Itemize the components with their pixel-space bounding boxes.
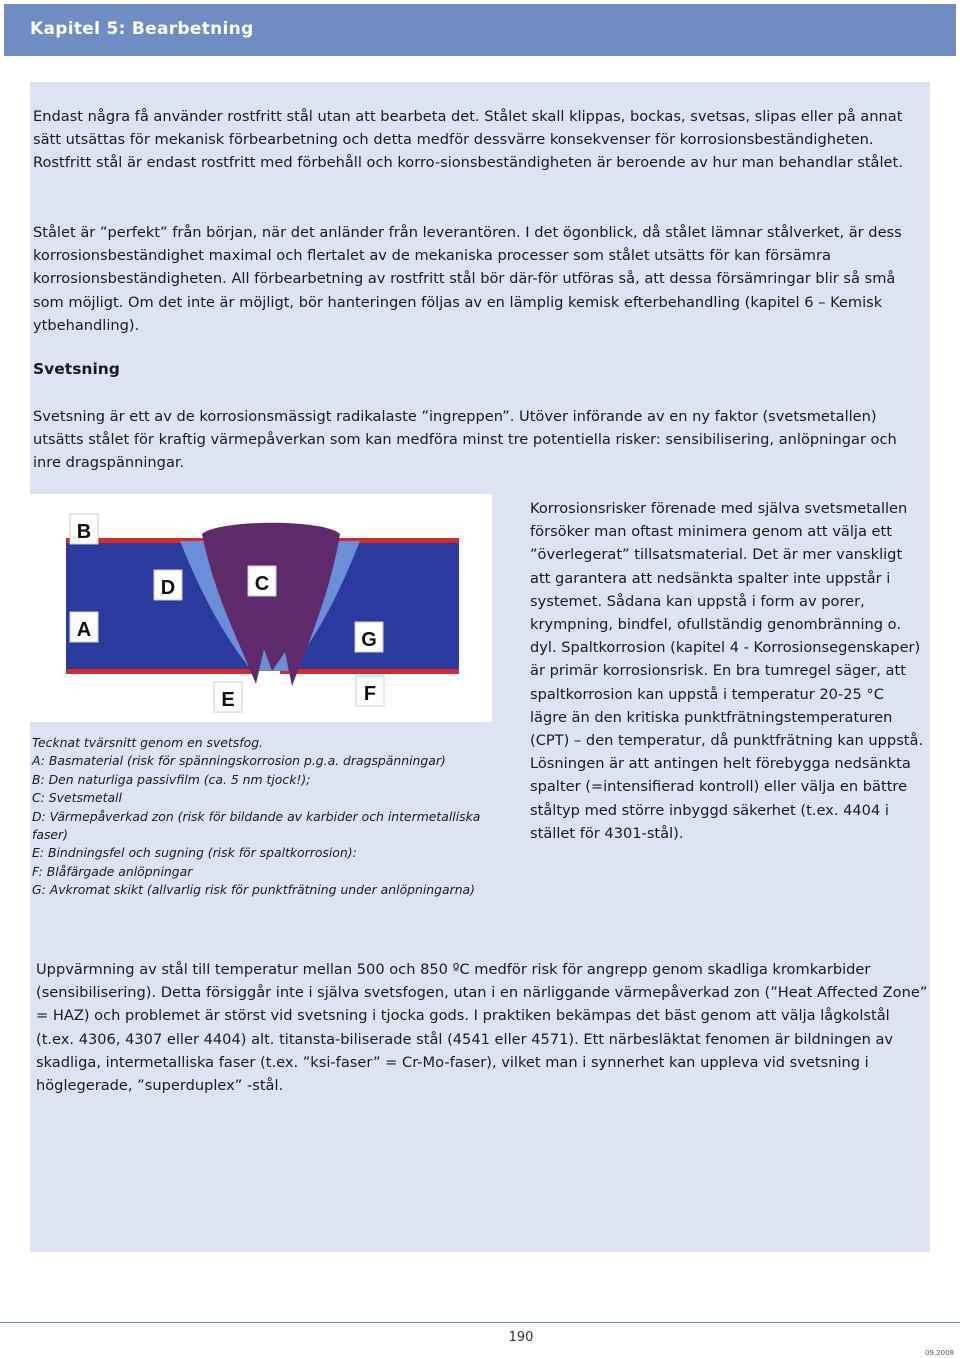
passive-film-bottom-right: [280, 669, 459, 674]
svg-text:B: B: [76, 521, 92, 543]
weld-cross-section-figure: [30, 494, 492, 722]
footer-rule: [0, 1322, 960, 1323]
svg-text:G: G: [361, 629, 377, 651]
caption-line: B: Den naturliga passivfilm (ca. 5 nm tjock!);: [32, 771, 311, 787]
label-f: [356, 676, 384, 706]
caption-line: Tecknat tvärsnitt genom en svetsfog.: [32, 735, 263, 750]
caption-line: D: Värmepåverkad zon (risk för bildande av karbider och intermetalliska faser): [32, 808, 481, 843]
caption-line: A: Basmaterial (risk för spänningskorrosion p.g.a. dragspänningar): [32, 753, 446, 769]
chapter-title: Kapitel 5: Bearbetning: [30, 19, 254, 39]
intro-paragraph: Endast några få använder rostfritt stål utan att bearbeta det. Stålet skall klippas, bockas, svetsas, slipas eller på annat sätt utsättas för mekanisk förbearbetning och detta medför dessvärre konsekvenser för korrosionsbeständigheten. Rostfritt stål är endast rostfritt med förbehåll och korro-sionsbeständigheten är beroende av hur man behandlar stålet.: [33, 108, 903, 172]
label-a: [70, 612, 98, 642]
label-b: [70, 514, 98, 544]
label-e: [214, 682, 242, 712]
welding-paragraph: Svetsning är ett av de korrosionsmässigt radikalaste ”ingreppen”. Utöver införande av en ny faktor (svetsmetallen) utsätts stålet för kraftig värmepåverkan som kan medföra minst tre potentiella risker: sensibilisering, anlöpningar och inre dragspänningar.: [33, 408, 897, 472]
svg-text:E: E: [221, 689, 235, 711]
svg-text:D: D: [160, 577, 176, 599]
passive-film-bottom-left: [66, 669, 256, 674]
svg-text:F: F: [363, 683, 377, 705]
caption-line: G: Avkromat skikt (allvarlig risk för punktfrätning under anlöpningarna): [32, 882, 475, 898]
svg-text:A: A: [76, 619, 92, 641]
label-g: [355, 622, 383, 652]
label-c: [248, 566, 276, 596]
caption-line: F: Blåfärgade anlöpningar: [32, 863, 193, 879]
side-paragraph-crevice-corrosion: Korrosionsrisker förenade med själva svetsmetallen försöker man oftast minimera genom att välja ett ”överlegerat” tillsatsmaterial. Det är mer vanskligt att garantera att nedsänkta spalter inte uppstår i systemet. Sådana kan uppstå i form av porer, krympning, bindfel, ofullständig genombränning o. dyl. Spaltkorrosion (kapitel 4 - Korrosionsegenskaper) är primär korrosionsrisk. En bra tumregel säger, att spaltkorrosion kan uppstå i temperatur 20-25 °C lägre än den kritiska punktfrätningstemperaturen (CPT) – den temperatur, då punktfrätning kan uppstå. Lösningen är att antingen helt förebygga nedsänkta spalter (=intensifierad kontroll) eller välja en bättre ståltyp med större inbyggd säkerhet (t.ex. 4404 i stället för 4301-stål).: [530, 500, 924, 842]
chapter-header: [4, 4, 956, 56]
section-heading-welding: Svetsning: [33, 360, 120, 378]
figure-caption: [32, 734, 492, 900]
caption-line: C: Svetsmetall: [32, 790, 122, 806]
edition-date: 09.2008: [925, 1349, 954, 1357]
caption-line: E: Bindningsfel och sugning (risk för spaltkorrosion):: [32, 845, 357, 861]
sensitization-paragraph: Uppvärmning av stål till temperatur mellan 500 och 850 ºC medför risk för angrepp genom skadliga kromkarbider (sensibilisering). Detta försiggår inte i själva svetsfogen, utan i en närliggande värmepåverkad zon (”Heat Affected Zone” = HAZ) och problemet är störst vid svetsning i tjocka gods. I praktiken bekämpas det bäst genom att välja lågkolstål (t.ex. 4306, 4307 eller 4404) alt. titansta-biliserade stål (4541 eller 4571). Ett närbesläktat fenomen är bildningen av skadliga, intermetalliska faser (t.ex. ”ksi-faser” = Cr-Mo-faser), vilket man i synnerhet kan uppleva vid svetsning i höglegerade, ”superduplex” -stål.: [36, 961, 928, 1095]
label-d: [154, 570, 182, 600]
perfect-steel-paragraph: Stålet är ”perfekt” från början, när det anländer från leverantören. I det ögonblick, då stålet lämnar stålverket, är dess korrosionsbeständighet maximal och flertalet av de mekaniska processer som stålet utsätts för kan försämra korrosionsbeständigheten. All förbearbetning av rostfritt stål bör där-för utföras så, att dessa försämringar blir så små som möjligt. Om det inte är möjligt, bör hanteringen följas av en lämplig kemisk efterbehandling (kapitel 6 – Kemisk ytbehandling).: [33, 224, 902, 334]
weld-diagram: [30, 494, 492, 722]
page-number: 190: [508, 1330, 534, 1345]
svg-text:C: C: [254, 573, 270, 595]
